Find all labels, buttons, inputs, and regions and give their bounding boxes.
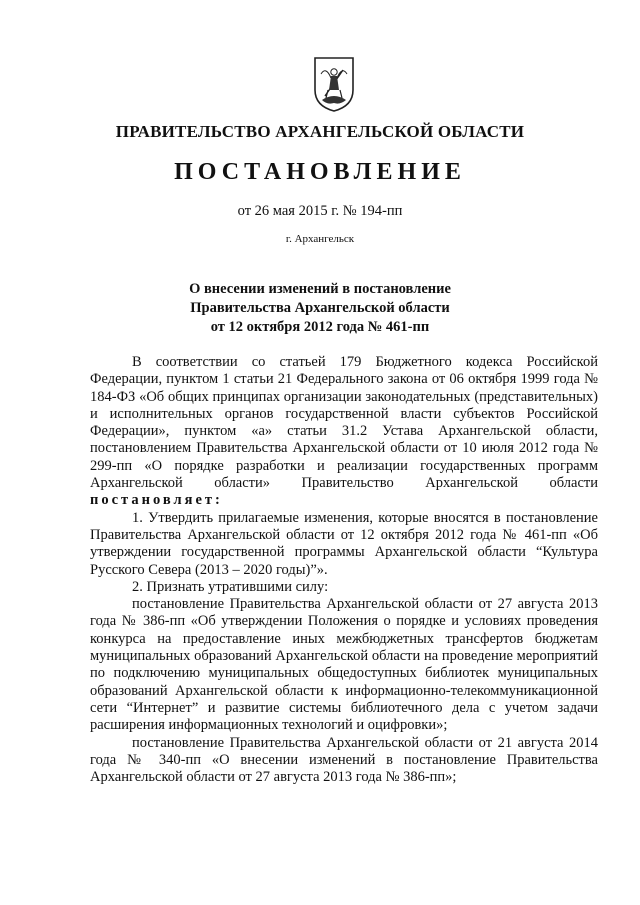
document-title-line: от 12 октября 2012 года № 461-пп xyxy=(210,319,430,335)
preamble-paragraph xyxy=(90,354,598,510)
preamble-text: В соответствии со статьей 179 Бюджетного кодекса Российской Федерации, пунктом 1 статьи 21 Федерального закона от 06 октября 1999 года № 184-ФЗ «Об общих принципах организации законодательных (представительных) и исполнительных органов государственной власти субъектов Российской Федерации», пунктом «а» статьи 31.2 Устава Архангельской области, постановлением Правительства Архангельской области от 10 июля 2012 года № 299-пп «О порядке разработки и реализации государственных программ Архангельской области» Правительство Архангельской области xyxy=(90,354,598,492)
document-body xyxy=(90,354,598,786)
document-title-line: О внесении изменений в постановление xyxy=(189,281,451,297)
document-title xyxy=(0,280,640,337)
item-2b-paragraph: постановление Правительства Архангельской области от 21 августа 2014 года № 340-пп «О внесении изменений в постановление Правительства Архангельской области от 27 августа 2013 года № 386-пп»; xyxy=(90,734,598,786)
item-1-paragraph: 1. Утвердить прилагаемые изменения, которые вносятся в постановление Правительства Архангельской области от 12 октября 2012 года № 461-пп «Об утверждении государственной программы Архангельской области “Культура Русского Севера (2013 – 2020 годы)”». xyxy=(90,509,598,578)
resolves-keyword: постановляет: xyxy=(90,492,223,509)
document-title-line: Правительства Архангельской области xyxy=(190,300,450,316)
item-2a-paragraph: постановление Правительства Архангельской области от 27 августа 2013 года № 386-пп «Об утверждении Положения о порядке и условиях проведения конкурса на предоставление иных межбюджетных трансфертов бюджетам муниципальных образований Архангельской области на проведение мероприятий по подключению муниципальных общедоступных библиотек муниципальных образований Архангельской области к информационно-телекоммуникационной сети “Интернет” и развитие системы библиотечного дела с учетом задачи расширения информационных технологий и оцифровки»; xyxy=(90,596,598,734)
item-2-paragraph: 2. Признать утратившими силу: xyxy=(132,578,329,595)
document-type-heading: ПОСТАНОВЛЕНИЕ xyxy=(174,159,466,185)
government-title: ПРАВИТЕЛЬСТВО АРХАНГЕЛЬСКОЙ ОБЛАСТИ xyxy=(115,122,525,141)
document-date-number: от 26 мая 2015 г. № 194-пп xyxy=(237,203,403,219)
document-place: г. Архангельск xyxy=(285,233,355,245)
coat-of-arms-emblem xyxy=(313,56,355,112)
